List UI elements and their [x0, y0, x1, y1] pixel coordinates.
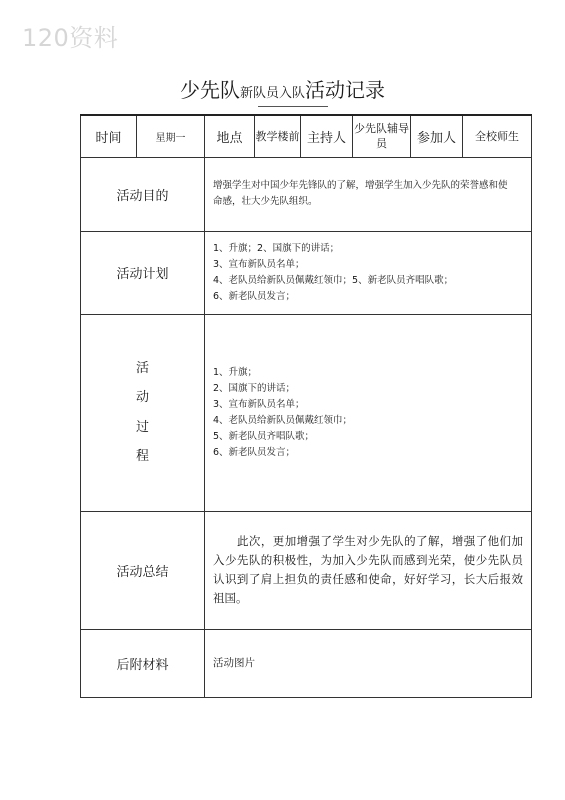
- title-part-1: 少先队: [179, 78, 240, 102]
- participants-value: 全校师生: [463, 115, 532, 157]
- plan-label: 活动计划: [81, 231, 205, 314]
- attachment-row: [81, 629, 532, 697]
- plan-line: 3、宣布新队员名单；: [213, 258, 305, 270]
- process-row: [81, 314, 532, 511]
- summary-content: [205, 511, 532, 629]
- plan-line: 4、老队员给新队员佩戴红领巾；5、新老队员齐唱队歌；: [213, 274, 454, 286]
- process-line: 6、新老队员发言；: [213, 446, 296, 458]
- process-label-char: 程: [135, 449, 149, 464]
- host-label: 主持人: [301, 115, 353, 157]
- purpose-line: 增强学生对中国少年先锋队的了解，增强学生加入少先队的荣誉感和使: [213, 180, 508, 191]
- time-label: 时间: [81, 115, 137, 157]
- page-title: [0, 78, 565, 106]
- process-label-char: 活: [135, 360, 149, 376]
- header-row: [81, 115, 532, 157]
- time-value: 星期一: [137, 115, 205, 157]
- purpose-content: [205, 157, 532, 231]
- summary-line: 少先队的积极性，为加入少先队而感到光荣，使少先队员认识: [213, 553, 524, 586]
- title-underline: [258, 106, 328, 107]
- attachment-value: 活动图片: [205, 629, 532, 697]
- process-line: 4、老队员给新队员佩戴红领巾；: [213, 414, 353, 426]
- purpose-row: [81, 157, 532, 231]
- plan-line: 6、新老队员发言；: [213, 290, 296, 302]
- process-content: [205, 314, 532, 511]
- title-part-2: 新队员入队: [239, 86, 305, 101]
- title-part-3: 活动记录: [305, 78, 385, 102]
- summary-row: [81, 511, 532, 629]
- watermark: 120资料: [22, 24, 119, 52]
- activity-record-table: [80, 114, 532, 698]
- process-line: 2、国旗下的讲话；: [213, 382, 296, 394]
- counselor-label: 少先队辅导员: [353, 115, 411, 157]
- participants-label: 参加人: [411, 115, 463, 157]
- plan-row: [81, 231, 532, 314]
- purpose-label: 活动目的: [81, 157, 205, 231]
- plan-line: 1、升旗；2、国旗下的讲话；: [213, 242, 340, 254]
- process-line: 1、升旗；: [213, 366, 258, 378]
- purpose-line: 命感，壮大少先队组织。: [213, 196, 318, 207]
- process-label: [81, 314, 205, 511]
- summary-line: 到了肩上担负的责任感和使命，好好学习，长大后报效祖国。: [213, 572, 524, 605]
- summary-line: 此次，更加增强了学生对少先队的了解，增强了他们加入: [213, 534, 523, 567]
- plan-content: [205, 231, 532, 314]
- process-label-char: 过: [135, 419, 149, 435]
- process-line: 5、新老队员齐唱队歌；: [213, 430, 315, 442]
- place-label: 地点: [205, 115, 255, 157]
- summary-label: 活动总结: [81, 511, 205, 629]
- place-value: 教学楼前: [255, 115, 301, 157]
- process-label-char: 动: [135, 390, 149, 405]
- process-line: 3、宣布新队员名单；: [213, 398, 305, 410]
- attachment-label: 后附材料: [81, 629, 205, 697]
